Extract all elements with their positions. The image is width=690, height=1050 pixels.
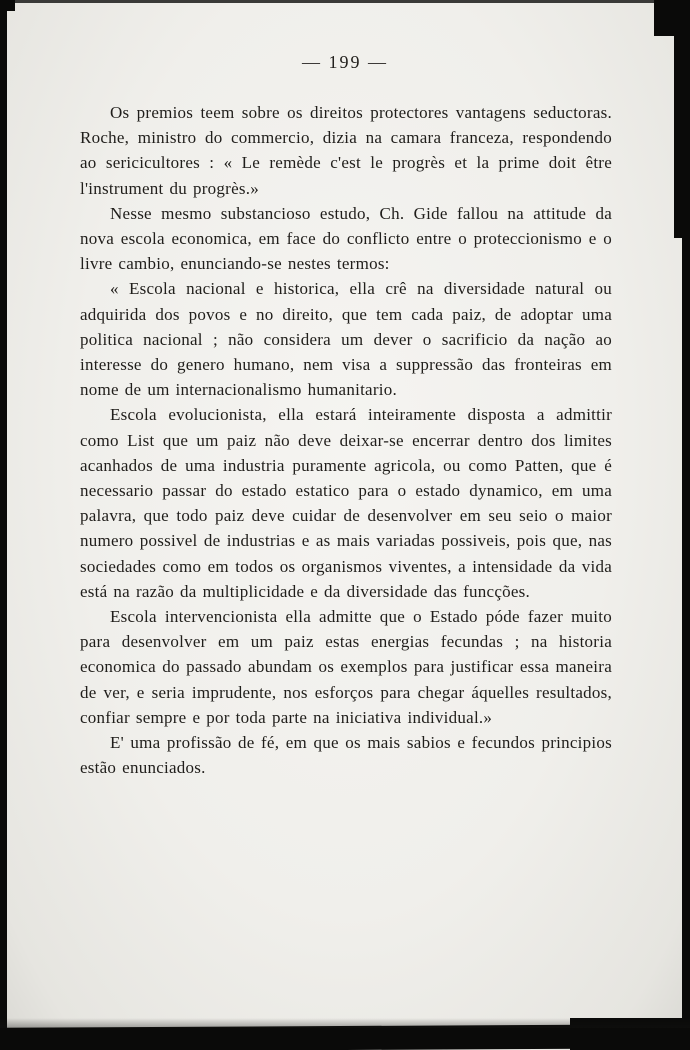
- paragraph: « Escola nacional e historica, ella crê na diversidade natural ou adquirida dos povos e no direito, que tem cada paiz, de adoptar uma politica nacional ; não considera um dever o sacrificio da nação ao interesse do genero humano, nem visa a suppressão das fronteiras em nome de um internacionalismo humanitario.: [80, 279, 612, 400]
- paragraph: Escola evolucionista, ella estará inteiramente disposta a admittir como List que um paiz não deve deixar-se encerrar dentro dos limites acanhados de uma industria puramente agricola, ou como Patten, que é necessario passar do estado estatico para o estado dynamico, em uma palavra, que todo paiz deve cuidar de desenvolver em seu seio o maior numero possivel de industrias e as mais variadas possiveis, pois que, nas sociedades como em todos os organismos viventes, a intensidade da vida está na razão da multiplicidade e da diversidade das funcções.: [80, 405, 612, 601]
- paragraph: Nesse mesmo substancioso estudo, Ch. Gide fallou na attitude da nova escola economica, em face do conflicto entre o proteccionismo e o livre cambio, enunciando-se nestes termos:: [80, 203, 612, 274]
- scan-edge-bottom-shadow: [0, 1018, 690, 1028]
- scan-edge-left-top: [0, 0, 15, 11]
- paragraph: Os premios teem sobre os direitos protectores vantagens seductoras. Roche, ministro do commercio, dizia na camara franceza, respondendo ao sericicultores : « Le remède c'est le progrès et la prime doit être l'instrument du progrès.»: [80, 103, 612, 198]
- scan-edge-top: [0, 0, 690, 3]
- paragraph: E' uma profissão de fé, em que os mais sabios e fecundos principios estão enunciados.: [80, 733, 612, 778]
- scan-edge-left: [0, 0, 7, 1050]
- scan-edge-right-lower: [682, 232, 690, 1050]
- paragraph: Escola intervencionista ella admitte que o Estado póde fazer muito para desenvolver em um paiz estas energias fecundas ; na historia economica do passado abundam os exemplos para justificar essa maneira de ver, e seria imprudente, nos esforços para chegar áquelles resultados, confiar sempre e por toda parte na iniciativa individual.»: [80, 607, 612, 727]
- page-text-block: [80, 100, 612, 780]
- scan-edge-right-upper: [674, 0, 690, 238]
- page-number: — 199 —: [302, 52, 388, 72]
